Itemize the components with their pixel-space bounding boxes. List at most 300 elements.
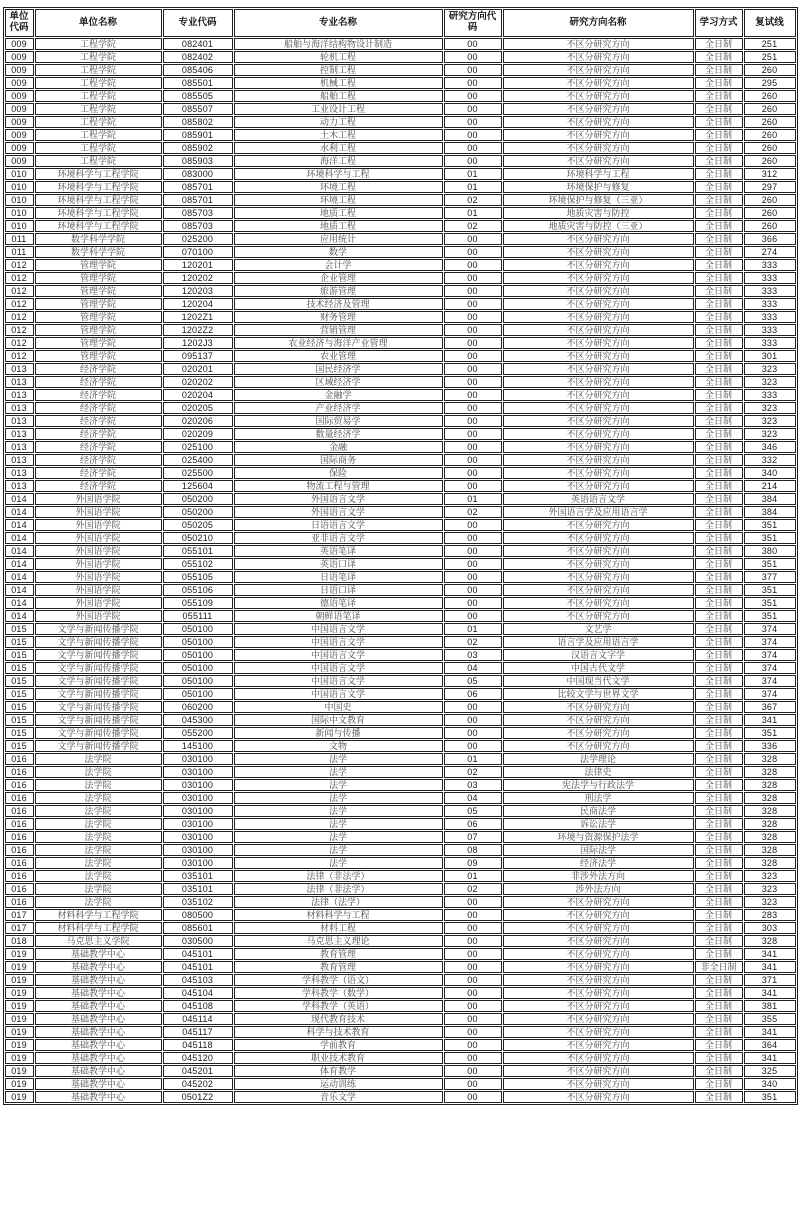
table-row: [5, 129, 796, 141]
cell-dir-name: 法学理论: [503, 753, 694, 765]
cell-dir-code: 00: [444, 38, 502, 50]
cell-major-name: 中国语言文学: [234, 662, 443, 674]
cell-score-line: 346: [744, 441, 796, 453]
cell-unit-code: 017: [5, 909, 34, 921]
cell-unit-name: 文学与新闻传播学院: [35, 623, 162, 635]
cell-dir-code: 09: [444, 857, 502, 869]
cell-score-line: 351: [744, 727, 796, 739]
cell-score-line: 251: [744, 51, 796, 63]
cell-dir-name: 不区分研究方向: [503, 246, 694, 258]
table-row: [5, 753, 796, 765]
cell-major-name: 农业管理: [234, 350, 443, 362]
cell-unit-name: 基础教学中心: [35, 1039, 162, 1051]
cell-major-code: 030100: [163, 805, 233, 817]
cell-score-line: 351: [744, 1091, 796, 1103]
cell-unit-name: 经济学院: [35, 415, 162, 427]
cell-unit-name: 环境科学与工程学院: [35, 220, 162, 232]
cell-study-mode: 全日制: [695, 363, 743, 375]
cell-unit-name: 外国语学院: [35, 532, 162, 544]
cell-unit-name: 材料科学与工程学院: [35, 922, 162, 934]
cell-major-name: 农业经济与海洋产业管理: [234, 337, 443, 349]
table-row: [5, 1091, 796, 1103]
cell-major-code: 035101: [163, 870, 233, 882]
cell-major-code: 025200: [163, 233, 233, 245]
cell-unit-code: 016: [5, 805, 34, 817]
cell-study-mode: 全日制: [695, 844, 743, 856]
cell-unit-name: 基础教学中心: [35, 1013, 162, 1025]
cell-major-name: 国民经济学: [234, 363, 443, 375]
cell-study-mode: 全日制: [695, 298, 743, 310]
cell-unit-code: 015: [5, 688, 34, 700]
cell-unit-name: 管理学院: [35, 272, 162, 284]
table-row: [5, 922, 796, 934]
cell-unit-name: 工程学院: [35, 155, 162, 167]
cell-major-code: 050100: [163, 675, 233, 687]
cell-score-line: 303: [744, 922, 796, 934]
cell-dir-name: 涉外法方向: [503, 883, 694, 895]
cell-unit-code: 014: [5, 584, 34, 596]
cell-major-code: 085802: [163, 116, 233, 128]
cell-major-code: 045118: [163, 1039, 233, 1051]
cell-dir-name: 不区分研究方向: [503, 1039, 694, 1051]
cell-major-name: 船舶工程: [234, 90, 443, 102]
cell-major-name: 地质工程: [234, 220, 443, 232]
cell-dir-code: 00: [444, 441, 502, 453]
cell-unit-name: 文学与新闻传播学院: [35, 675, 162, 687]
cell-study-mode: 全日制: [695, 987, 743, 999]
cell-study-mode: 全日制: [695, 1091, 743, 1103]
cell-major-name: 技术经济及管理: [234, 298, 443, 310]
cell-unit-name: 工程学院: [35, 142, 162, 154]
cell-major-name: 法学: [234, 779, 443, 791]
cell-unit-code: 019: [5, 974, 34, 986]
column-header-unit-code: 单位代码: [5, 9, 34, 37]
cell-major-code: 085902: [163, 142, 233, 154]
table-row: [5, 220, 796, 232]
cell-major-code: 045103: [163, 974, 233, 986]
table-row: [5, 779, 796, 791]
cell-dir-name: 不区分研究方向: [503, 363, 694, 375]
cell-major-code: 030100: [163, 792, 233, 804]
cell-study-mode: 全日制: [695, 116, 743, 128]
cell-unit-code: 013: [5, 376, 34, 388]
cell-unit-name: 基础教学中心: [35, 987, 162, 999]
cell-major-name: 船舶与海洋结构物设计制造: [234, 38, 443, 50]
cell-major-code: 050100: [163, 662, 233, 674]
cell-unit-name: 数学科学学院: [35, 233, 162, 245]
table-row: [5, 350, 796, 362]
cell-major-name: 数学: [234, 246, 443, 258]
cell-study-mode: 全日制: [695, 740, 743, 752]
cell-major-name: 日语语言文学: [234, 519, 443, 531]
cell-unit-code: 019: [5, 1078, 34, 1090]
cell-major-code: 055105: [163, 571, 233, 583]
cell-dir-code: 03: [444, 649, 502, 661]
cell-unit-code: 014: [5, 519, 34, 531]
cell-unit-name: 基础教学中心: [35, 974, 162, 986]
cell-dir-code: 00: [444, 155, 502, 167]
table-row: [5, 610, 796, 622]
cell-study-mode: 全日制: [695, 272, 743, 284]
cell-unit-code: 012: [5, 350, 34, 362]
cell-dir-name: 环境与资源保护法学: [503, 831, 694, 843]
cell-score-line: 341: [744, 987, 796, 999]
cell-study-mode: 全日制: [695, 415, 743, 427]
cell-dir-name: 环境保护与修复: [503, 181, 694, 193]
cell-dir-code: 00: [444, 389, 502, 401]
cell-major-code: 045101: [163, 948, 233, 960]
cell-major-code: 085901: [163, 129, 233, 141]
cell-score-line: 355: [744, 1013, 796, 1025]
cell-unit-name: 法学院: [35, 805, 162, 817]
cell-dir-name: 不区分研究方向: [503, 1026, 694, 1038]
cell-score-line: 374: [744, 675, 796, 687]
cell-study-mode: 全日制: [695, 701, 743, 713]
cell-study-mode: 全日制: [695, 610, 743, 622]
cell-dir-name: 诉讼法学: [503, 818, 694, 830]
table-row: [5, 649, 796, 661]
cell-unit-name: 基础教学中心: [35, 1000, 162, 1012]
cell-unit-name: 工程学院: [35, 51, 162, 63]
cell-major-name: 产业经济学: [234, 402, 443, 414]
cell-major-code: 055200: [163, 727, 233, 739]
cell-unit-code: 016: [5, 870, 34, 882]
cell-major-code: 1202Z1: [163, 311, 233, 323]
table-row: [5, 896, 796, 908]
cell-unit-name: 法学院: [35, 857, 162, 869]
cell-score-line: 381: [744, 1000, 796, 1012]
cell-dir-code: 00: [444, 1039, 502, 1051]
cell-dir-code: 04: [444, 792, 502, 804]
cell-study-mode: 全日制: [695, 350, 743, 362]
table-row: [5, 415, 796, 427]
cell-study-mode: 全日制: [695, 129, 743, 141]
cell-major-name: 海洋工程: [234, 155, 443, 167]
cell-dir-code: 00: [444, 961, 502, 973]
table-row: [5, 701, 796, 713]
cell-major-code: 045104: [163, 987, 233, 999]
cell-dir-name: 不区分研究方向: [503, 441, 694, 453]
cell-unit-code: 018: [5, 935, 34, 947]
cell-dir-code: 02: [444, 506, 502, 518]
cell-study-mode: 全日制: [695, 1078, 743, 1090]
cell-dir-name: 不区分研究方向: [503, 285, 694, 297]
table-row: [5, 662, 796, 674]
cell-dir-code: 00: [444, 597, 502, 609]
cell-major-name: 文物: [234, 740, 443, 752]
cell-score-line: 351: [744, 519, 796, 531]
table-row: [5, 831, 796, 843]
cell-score-line: 297: [744, 181, 796, 193]
cell-major-name: 工业设计工程: [234, 103, 443, 115]
cell-major-name: 轮机工程: [234, 51, 443, 63]
cell-major-name: 英语笔译: [234, 545, 443, 557]
table-row: [5, 935, 796, 947]
cell-unit-code: 010: [5, 168, 34, 180]
table-row: [5, 376, 796, 388]
cell-unit-name: 法学院: [35, 831, 162, 843]
table-row: [5, 1052, 796, 1064]
table-row: [5, 961, 796, 973]
cell-dir-name: 不区分研究方向: [503, 584, 694, 596]
cell-study-mode: 全日制: [695, 688, 743, 700]
cell-dir-code: 00: [444, 337, 502, 349]
cell-unit-name: 工程学院: [35, 38, 162, 50]
cell-dir-name: 不区分研究方向: [503, 324, 694, 336]
cell-major-name: 学科教学（语文）: [234, 974, 443, 986]
cell-unit-code: 016: [5, 753, 34, 765]
table-row: [5, 285, 796, 297]
table-row: [5, 532, 796, 544]
cell-unit-name: 法学院: [35, 883, 162, 895]
cell-unit-name: 经济学院: [35, 402, 162, 414]
cell-dir-code: 02: [444, 220, 502, 232]
cell-major-name: 中国语言文学: [234, 688, 443, 700]
cell-major-code: 050210: [163, 532, 233, 544]
cell-unit-code: 016: [5, 818, 34, 830]
cell-study-mode: 全日制: [695, 571, 743, 583]
table-row: [5, 441, 796, 453]
cell-study-mode: 全日制: [695, 246, 743, 258]
table-row: [5, 103, 796, 115]
table-row: [5, 90, 796, 102]
cell-unit-code: 015: [5, 662, 34, 674]
cell-unit-code: 013: [5, 402, 34, 414]
table-row: [5, 974, 796, 986]
cell-unit-name: 经济学院: [35, 389, 162, 401]
cell-major-code: 025400: [163, 454, 233, 466]
cell-major-name: 中国语言文学: [234, 675, 443, 687]
cell-dir-name: 不区分研究方向: [503, 376, 694, 388]
cell-major-code: 050100: [163, 636, 233, 648]
table-row: [5, 948, 796, 960]
cell-major-name: 德语笔译: [234, 597, 443, 609]
cell-study-mode: 全日制: [695, 402, 743, 414]
cell-major-code: 085601: [163, 922, 233, 934]
cell-unit-code: 013: [5, 480, 34, 492]
table-row: [5, 402, 796, 414]
table-row: [5, 727, 796, 739]
cell-dir-name: 环境科学与工程: [503, 168, 694, 180]
cell-major-code: 120202: [163, 272, 233, 284]
table-row: [5, 844, 796, 856]
cell-dir-code: 00: [444, 974, 502, 986]
cell-unit-code: 010: [5, 194, 34, 206]
cell-study-mode: 全日制: [695, 181, 743, 193]
cell-major-code: 080500: [163, 909, 233, 921]
cell-major-code: 085507: [163, 103, 233, 115]
cell-major-name: 法学: [234, 792, 443, 804]
table-row: [5, 792, 796, 804]
cell-score-line: 367: [744, 701, 796, 713]
cell-unit-code: 016: [5, 857, 34, 869]
cell-unit-name: 外国语学院: [35, 493, 162, 505]
cell-score-line: 323: [744, 896, 796, 908]
cell-major-name: 外国语言文学: [234, 493, 443, 505]
cell-study-mode: 全日制: [695, 1013, 743, 1025]
cell-major-code: 125604: [163, 480, 233, 492]
cell-dir-name: 不区分研究方向: [503, 896, 694, 908]
cell-unit-name: 外国语学院: [35, 597, 162, 609]
cell-unit-code: 009: [5, 103, 34, 115]
cell-unit-code: 016: [5, 792, 34, 804]
cell-unit-name: 经济学院: [35, 454, 162, 466]
cell-unit-name: 材料科学与工程学院: [35, 909, 162, 921]
cell-unit-code: 019: [5, 987, 34, 999]
cell-major-name: 机械工程: [234, 77, 443, 89]
cell-dir-name: 不区分研究方向: [503, 519, 694, 531]
cell-score-line: 333: [744, 337, 796, 349]
cell-major-name: 中国语言文学: [234, 636, 443, 648]
cell-score-line: 328: [744, 805, 796, 817]
cell-study-mode: 全日制: [695, 233, 743, 245]
cell-study-mode: 全日制: [695, 142, 743, 154]
cell-major-code: 030100: [163, 753, 233, 765]
cell-unit-code: 010: [5, 207, 34, 219]
cell-major-name: 教育管理: [234, 948, 443, 960]
cell-unit-code: 016: [5, 883, 34, 895]
cell-dir-code: 00: [444, 51, 502, 63]
table-row: [5, 1026, 796, 1038]
table-row: [5, 259, 796, 271]
cell-dir-name: 文艺学: [503, 623, 694, 635]
cell-dir-code: 00: [444, 454, 502, 466]
cell-dir-code: 02: [444, 766, 502, 778]
cell-major-name: 保险: [234, 467, 443, 479]
cell-major-code: 030100: [163, 844, 233, 856]
cell-score-line: 323: [744, 363, 796, 375]
cell-dir-name: 不区分研究方向: [503, 337, 694, 349]
cell-dir-name: 不区分研究方向: [503, 909, 694, 921]
cell-major-name: 亚非语言文学: [234, 532, 443, 544]
cell-dir-name: 不区分研究方向: [503, 532, 694, 544]
cell-unit-code: 019: [5, 948, 34, 960]
cell-unit-code: 017: [5, 922, 34, 934]
table-row: [5, 51, 796, 63]
cell-score-line: 340: [744, 467, 796, 479]
cell-score-line: 328: [744, 831, 796, 843]
cell-score-line: 351: [744, 597, 796, 609]
cell-score-line: 341: [744, 948, 796, 960]
cell-score-line: 351: [744, 558, 796, 570]
cell-study-mode: 全日制: [695, 805, 743, 817]
cell-study-mode: 全日制: [695, 493, 743, 505]
table-row: [5, 870, 796, 882]
cell-dir-name: 国际法学: [503, 844, 694, 856]
cell-unit-code: 012: [5, 311, 34, 323]
cell-unit-name: 经济学院: [35, 428, 162, 440]
cell-unit-code: 019: [5, 1026, 34, 1038]
cell-major-name: 外国语言文学: [234, 506, 443, 518]
cell-dir-code: 00: [444, 233, 502, 245]
cell-unit-code: 010: [5, 181, 34, 193]
cell-dir-code: 00: [444, 415, 502, 427]
cell-dir-code: 00: [444, 701, 502, 713]
cell-dir-code: 00: [444, 324, 502, 336]
cell-score-line: 260: [744, 90, 796, 102]
cell-study-mode: 全日制: [695, 831, 743, 843]
cell-study-mode: 全日制: [695, 1039, 743, 1051]
cell-major-name: 学前教育: [234, 1039, 443, 1051]
cell-dir-code: 00: [444, 311, 502, 323]
cell-unit-code: 015: [5, 701, 34, 713]
table-row: [5, 714, 796, 726]
cell-major-code: 050100: [163, 688, 233, 700]
cell-major-code: 085701: [163, 194, 233, 206]
cell-major-code: 030100: [163, 766, 233, 778]
cell-dir-code: 02: [444, 883, 502, 895]
cell-dir-code: 00: [444, 987, 502, 999]
cell-study-mode: 全日制: [695, 636, 743, 648]
cell-score-line: 328: [744, 818, 796, 830]
cell-dir-name: 环境保护与修复（三亚）: [503, 194, 694, 206]
cell-dir-code: 01: [444, 181, 502, 193]
cell-unit-name: 外国语学院: [35, 584, 162, 596]
cell-unit-name: 基础教学中心: [35, 1065, 162, 1077]
cell-major-name: 中国语言文学: [234, 649, 443, 661]
cell-major-code: 085703: [163, 220, 233, 232]
cell-unit-name: 管理学院: [35, 285, 162, 297]
cell-unit-name: 法学院: [35, 844, 162, 856]
table-row: [5, 194, 796, 206]
cell-dir-code: 00: [444, 727, 502, 739]
cell-major-name: 教育管理: [234, 961, 443, 973]
cell-score-line: 351: [744, 610, 796, 622]
cell-dir-code: 00: [444, 64, 502, 76]
cell-unit-code: 012: [5, 324, 34, 336]
table-row: [5, 740, 796, 752]
cell-unit-name: 管理学院: [35, 311, 162, 323]
cell-unit-code: 019: [5, 1091, 34, 1103]
table-row: [5, 389, 796, 401]
cell-dir-name: 地质灾害与防控: [503, 207, 694, 219]
cell-unit-code: 009: [5, 142, 34, 154]
cell-major-code: 020204: [163, 389, 233, 401]
cell-dir-name: 不区分研究方向: [503, 922, 694, 934]
cell-unit-name: 经济学院: [35, 467, 162, 479]
cell-unit-code: 019: [5, 1000, 34, 1012]
cell-dir-code: 00: [444, 467, 502, 479]
cell-major-name: 法律（非法学）: [234, 883, 443, 895]
cell-dir-name: 中国现当代文学: [503, 675, 694, 687]
cell-unit-code: 009: [5, 116, 34, 128]
cell-dir-code: 00: [444, 480, 502, 492]
cell-major-name: 学科教学（英语）: [234, 1000, 443, 1012]
cell-major-name: 物流工程与管理: [234, 480, 443, 492]
cell-score-line: 260: [744, 220, 796, 232]
cell-major-code: 030100: [163, 779, 233, 791]
cell-major-code: 085703: [163, 207, 233, 219]
cell-major-name: 国际贸易学: [234, 415, 443, 427]
cell-dir-code: 00: [444, 1065, 502, 1077]
cell-dir-code: 00: [444, 1078, 502, 1090]
cell-unit-code: 012: [5, 337, 34, 349]
cell-unit-code: 014: [5, 532, 34, 544]
cell-score-line: 371: [744, 974, 796, 986]
admission-score-table: [3, 7, 798, 1105]
cell-major-code: 020202: [163, 376, 233, 388]
cell-dir-name: 中国古代文学: [503, 662, 694, 674]
cell-unit-code: 014: [5, 545, 34, 557]
table-row: [5, 675, 796, 687]
cell-unit-code: 016: [5, 779, 34, 791]
cell-unit-name: 工程学院: [35, 129, 162, 141]
cell-unit-code: 013: [5, 389, 34, 401]
cell-unit-name: 工程学院: [35, 116, 162, 128]
cell-dir-code: 00: [444, 116, 502, 128]
cell-major-code: 025100: [163, 441, 233, 453]
cell-study-mode: 全日制: [695, 727, 743, 739]
